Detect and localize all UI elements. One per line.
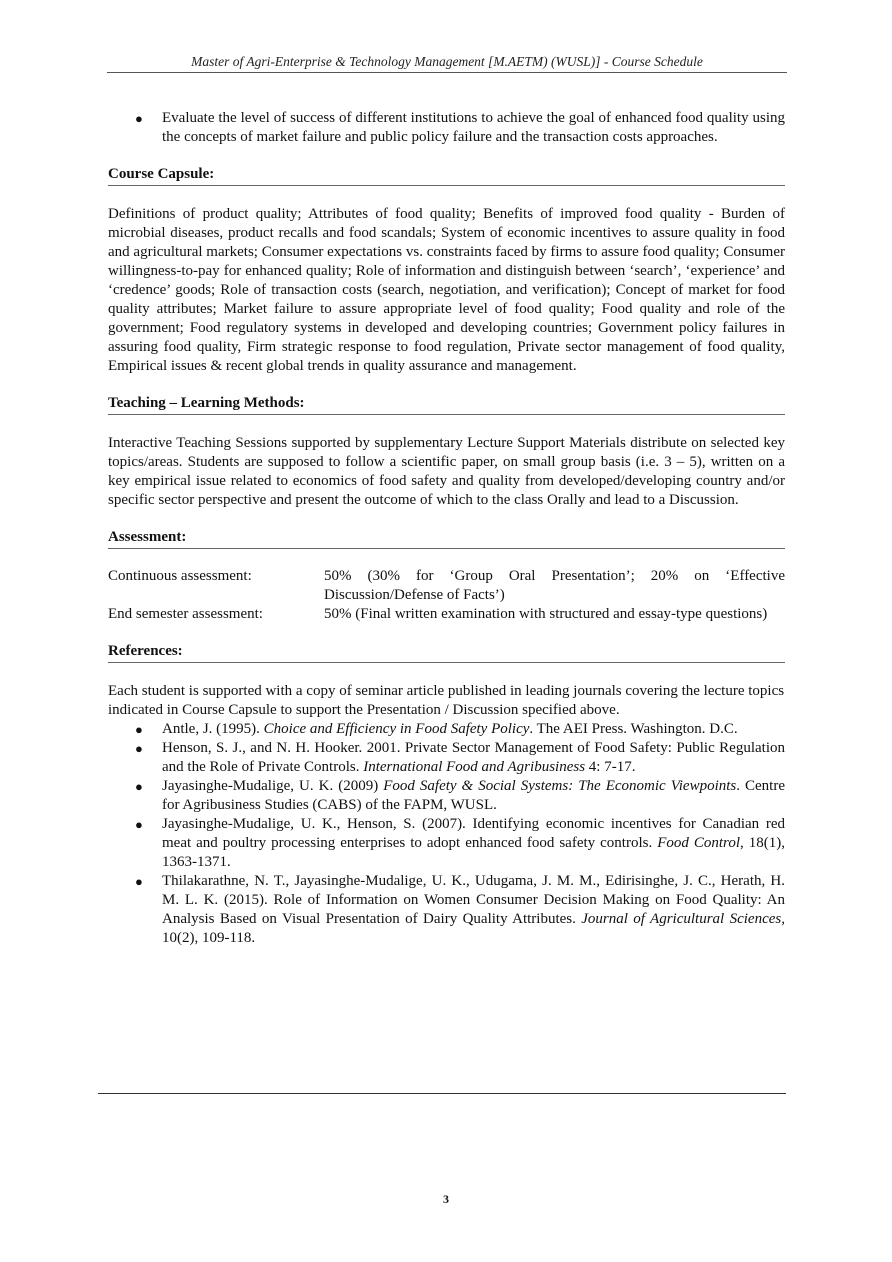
reference-title: Journal of Agricultural Sciences, (581, 911, 785, 927)
objective-item (108, 109, 785, 147)
page-number: 3 (443, 1192, 449, 1206)
reference-text: Thilakarathne, N. T., Jayasinghe-Mudalige, U. K., Udugama, J. M. M., Edirisinghe, J. C., Herath, H. M. L. K. (2015). Role of Information on Women Consumer Decision Making on Food Quality: An Analysis Based on Visual Presentation of Dairy Quality Attributes. (162, 873, 785, 927)
page-content (108, 109, 785, 948)
references-intro: Each student is supported with a copy of seminar article published in leading journals covering the lecture topics indicated in Course Capsule to support the Presentation / Discussion specified above. (108, 683, 785, 718)
assessment-row (108, 567, 785, 605)
footer-divider (98, 1093, 786, 1094)
reference-item (108, 739, 785, 777)
teaching-text: Interactive Teaching Sessions supported by supplementary Lecture Support Materials distribute on selected key topics/areas. Students are supposed to follow a scientific paper, on small group basis (i.e. 3 – 5), written on a key empirical issue related to economics of food safety and quality from developed/developing country and/or specific sector perspective and present the outcome of which to the class Orally and lead to a Discussion. (108, 435, 785, 508)
assessment-value: 50% (30% for ‘Group Oral Presentation’; 20% on ‘Effective Discussion/Defense of Facts’) (324, 568, 785, 603)
reference-item (108, 720, 785, 739)
assessment-table (108, 567, 785, 624)
bullet-icon: ● (135, 779, 143, 794)
reference-text: Jayasinghe-Mudalige, U. K., Henson, S. (2007). Identifying economic incentives for Canadian red meat and poultry processing enterprises to adopt enhanced food safety controls. (162, 816, 785, 851)
course-capsule-text: Definitions of product quality; Attributes of food quality; Benefits of improved food quality - Burden of microbial diseases, product recalls and food scandals; System of economic incentives to assure quality in food and agricultural markets; Consumer expectations vs. constraints faced by firms to assure food quality; Consumer willingness-to-pay for enhanced quality; Role of information and distinguish between ‘search’, ‘experience’ and ‘credence’ goods; Role of transaction costs (search, negotiation, and verification); Concept of market for food quality attributes; Market failure to assure appropriate level of food quality; Food quality and role of the government; Food regulatory systems in developed and developing countries; Government policy failures in assuring food quality, Firm strategic response to food regulation, Private sector management of food quality, Empirical issues & recent global trends in quality assurance and management. (108, 206, 785, 374)
reference-text: Antle, J. (1995). (162, 721, 264, 737)
objectives-list (108, 109, 785, 147)
bullet-icon: ● (135, 874, 143, 889)
section-title-assessment: Assessment: (108, 528, 785, 549)
assessment-value: 50% (Final written examination with structured and essay-type questions) (324, 606, 768, 622)
reference-item (108, 777, 785, 815)
section-title-teaching: Teaching – Learning Methods: (108, 394, 785, 415)
reference-item (108, 872, 785, 948)
reference-text: Henson, S. J., and N. H. Hooker. 2001. Private Sector Management of Food Safety: Public Regulation and the Role of Private Controls. (162, 740, 785, 775)
reference-text: . Centre for Agribusiness Studies (CABS) of the FAPM, WUSL. (162, 778, 785, 813)
reference-text: 4: 7-17. (585, 759, 636, 775)
reference-item (108, 815, 785, 872)
reference-title: Food Safety & Social Systems: The Economic Viewpoints (383, 778, 737, 794)
bullet-icon: ● (135, 741, 143, 756)
assessment-label: End semester assessment: (108, 606, 263, 622)
assessment-label: Continuous assessment: (108, 568, 252, 584)
reference-text: , 18(1), 1363-1371. (162, 835, 785, 870)
reference-text: 10(2), 109-118. (162, 930, 256, 946)
reference-title: International Food and Agribusiness (363, 759, 586, 775)
section-title-references: References: (108, 642, 785, 663)
references-list (108, 720, 785, 948)
running-header: Master of Agri-Enterprise & Technology Management [M.AETM) (WUSL)] - Course Schedule (191, 54, 703, 69)
objective-text: Evaluate the level of success of different institutions to achieve the goal of enhanced food quality using the concepts of market failure and public policy failure and the transaction costs approaches. (162, 110, 785, 145)
bullet-icon: ● (135, 817, 143, 832)
reference-title: Choice and Efficiency in Food Safety Policy (263, 721, 530, 737)
bullet-icon: ● (135, 722, 143, 737)
bullet-icon: ● (135, 111, 143, 126)
reference-title: Food Control (657, 835, 740, 851)
header-divider (107, 72, 787, 73)
reference-text: Jayasinghe-Mudalige, U. K. (2009) (162, 778, 384, 794)
section-title-course-capsule: Course Capsule: (108, 165, 785, 186)
assessment-row (108, 605, 785, 624)
reference-text: . The AEI Press. Washington. D.C. (529, 721, 738, 737)
